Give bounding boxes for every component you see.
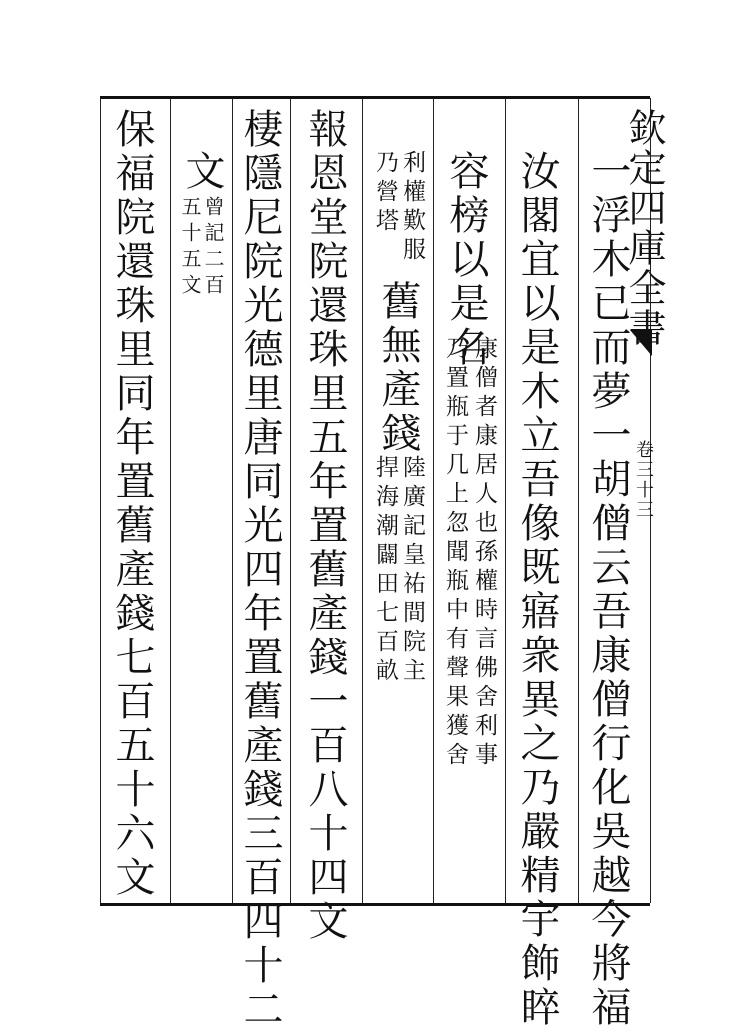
column-divider bbox=[362, 98, 363, 903]
column-divider bbox=[170, 98, 171, 903]
annotation-column: 曾記二百 bbox=[201, 196, 225, 300]
annotation-column: 捍海潮闢田七百畝 bbox=[372, 455, 398, 687]
column-divider bbox=[290, 98, 291, 903]
frame-top-border bbox=[100, 96, 650, 99]
text-column: 汝閣宜以是木立吾像既寤衆異之乃嚴精宇飾睟 bbox=[514, 150, 560, 1030]
juan-number: 卷三十三 bbox=[633, 440, 654, 520]
annotation-column: 乃置瓶于几上忽聞瓶中有聲果獲舍 bbox=[442, 336, 468, 771]
column-divider bbox=[433, 98, 434, 903]
text-column: 保福院還珠里同年置舊產錢七百五十六文 bbox=[109, 108, 155, 900]
column-divider bbox=[232, 98, 233, 903]
annotation-column: 康僧者康居人也孫權時言佛舍利事 bbox=[471, 336, 497, 771]
book-title-margin: 欽定四庫全書 bbox=[622, 108, 666, 348]
annotation-column: 五十五文 bbox=[178, 196, 202, 300]
column-divider bbox=[505, 98, 506, 903]
annotation-column: 乃營塔 bbox=[372, 150, 398, 237]
fishtail-mark-icon bbox=[630, 330, 652, 356]
annotation-column: 陸廣記皇祐間院主 bbox=[399, 455, 425, 687]
annotation-column: 利權歎服 bbox=[399, 150, 425, 266]
text-column: 棲隱尼院光德里唐同光四年置舊產錢三百四十二 bbox=[237, 108, 283, 1032]
column-divider bbox=[578, 98, 579, 903]
column-divider bbox=[100, 98, 101, 903]
text-column: 容榜以是名 bbox=[443, 150, 489, 370]
text-column: 舊無產錢 bbox=[375, 280, 421, 456]
text-column: 一浮木已而夢一胡僧云吾康僧行化吳越今將福 bbox=[585, 150, 631, 1030]
frame-bottom-border bbox=[100, 903, 650, 906]
text-column: 報恩堂院還珠里五年置舊產錢一百八十四文 bbox=[302, 108, 348, 944]
text-column: 文 bbox=[179, 150, 225, 194]
